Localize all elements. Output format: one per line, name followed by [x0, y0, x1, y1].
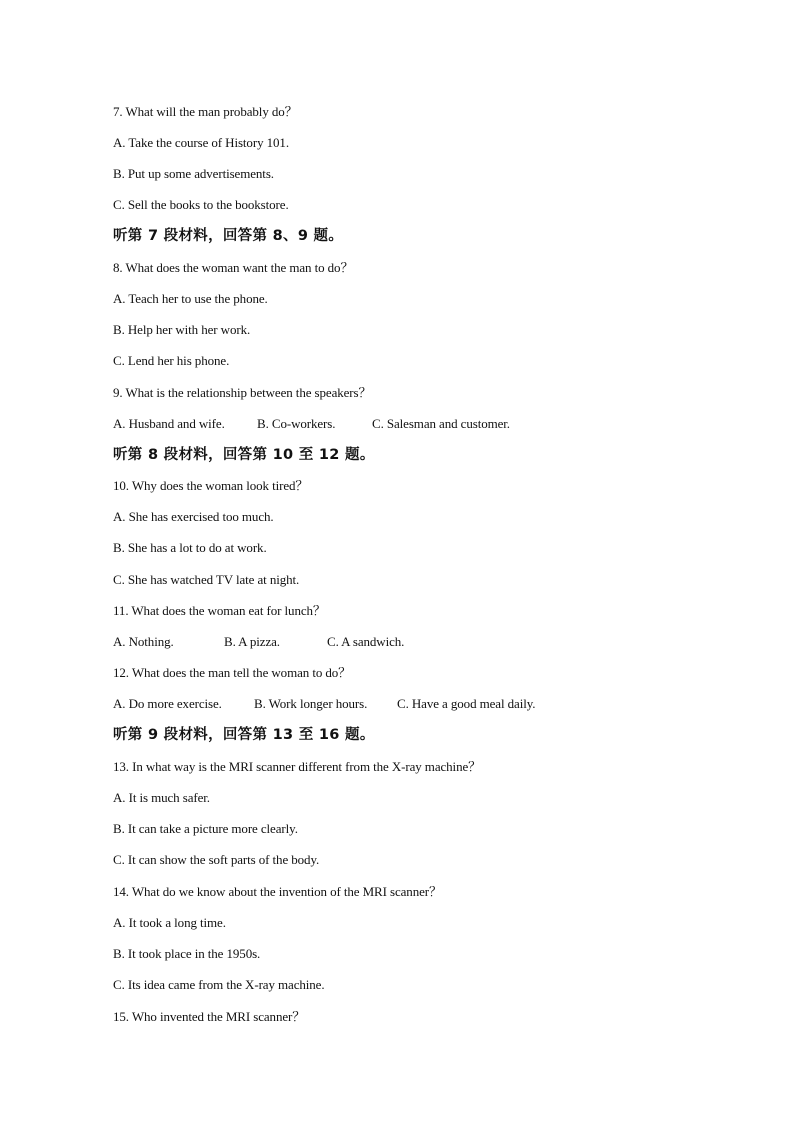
question-7-option-c: C. Sell the books to the bookstore. — [113, 197, 289, 212]
question-11-option-a: A. Nothing. — [113, 634, 174, 649]
question-13-option-c: C. It can show the soft parts of the body. — [113, 852, 320, 867]
section-heading-7: 听第 7 段材料，回答第 8、9 题。 — [113, 228, 344, 244]
question-13: 13. In what way is the MRI scanner different from the X-ray machine？ — [113, 759, 482, 774]
question-11-option-c: C. A sandwich. — [327, 634, 405, 649]
question-9-option-c: C. Salesman and customer. — [372, 416, 510, 431]
question-9: 9. What is the relationship between the speakers？ — [113, 385, 372, 400]
question-12-option-b: B. Work longer hours. — [254, 696, 368, 711]
section-heading-8: 听第 8 段材料，回答第 10 至 12 题。 — [113, 447, 375, 463]
question-11-option-b: B. A pizza. — [224, 634, 280, 649]
question-8-option-a: A. Teach her to use the phone. — [113, 291, 268, 306]
question-10-option-b: B. She has a lot to do at work. — [113, 540, 267, 555]
question-9-option-a: A. Husband and wife. — [113, 416, 225, 431]
question-12: 12. What does the man tell the woman to do？ — [113, 665, 352, 680]
question-8-option-b: B. Help her with her work. — [113, 322, 251, 337]
question-14-option-b: B. It took place in the 1950s. — [113, 946, 261, 961]
question-7-option-a: A. Take the course of History 101. — [113, 135, 289, 150]
question-8-option-c: C. Lend her his phone. — [113, 353, 230, 368]
question-10: 10. Why does the woman look tired？ — [113, 478, 309, 493]
question-10-option-a: A. She has exercised too much. — [113, 509, 274, 524]
question-13-option-b: B. It can take a picture more clearly. — [113, 821, 298, 836]
question-12-option-c: C. Have a good meal daily. — [397, 696, 536, 711]
question-15: 15. Who invented the MRI scanner？ — [113, 1009, 306, 1024]
question-7: 7. What will the man probably do？ — [113, 104, 298, 119]
question-7-option-b: B. Put up some advertisements. — [113, 166, 274, 181]
question-8: 8. What does the woman want the man to do？ — [113, 260, 354, 275]
question-10-option-c: C. She has watched TV late at night. — [113, 572, 300, 587]
question-11: 11. What does the woman eat for lunch？ — [113, 603, 326, 618]
question-9-option-b: B. Co-workers. — [257, 416, 336, 431]
question-14: 14. What do we know about the invention of the MRI scanner？ — [113, 884, 442, 899]
question-14-option-a: A. It took a long time. — [113, 915, 226, 930]
question-14-option-c: C. Its idea came from the X-ray machine. — [113, 977, 325, 992]
question-13-option-a: A. It is much safer. — [113, 790, 210, 805]
section-heading-9: 听第 9 段材料，回答第 13 至 16 题。 — [113, 727, 375, 743]
question-12-option-a: A. Do more exercise. — [113, 696, 222, 711]
